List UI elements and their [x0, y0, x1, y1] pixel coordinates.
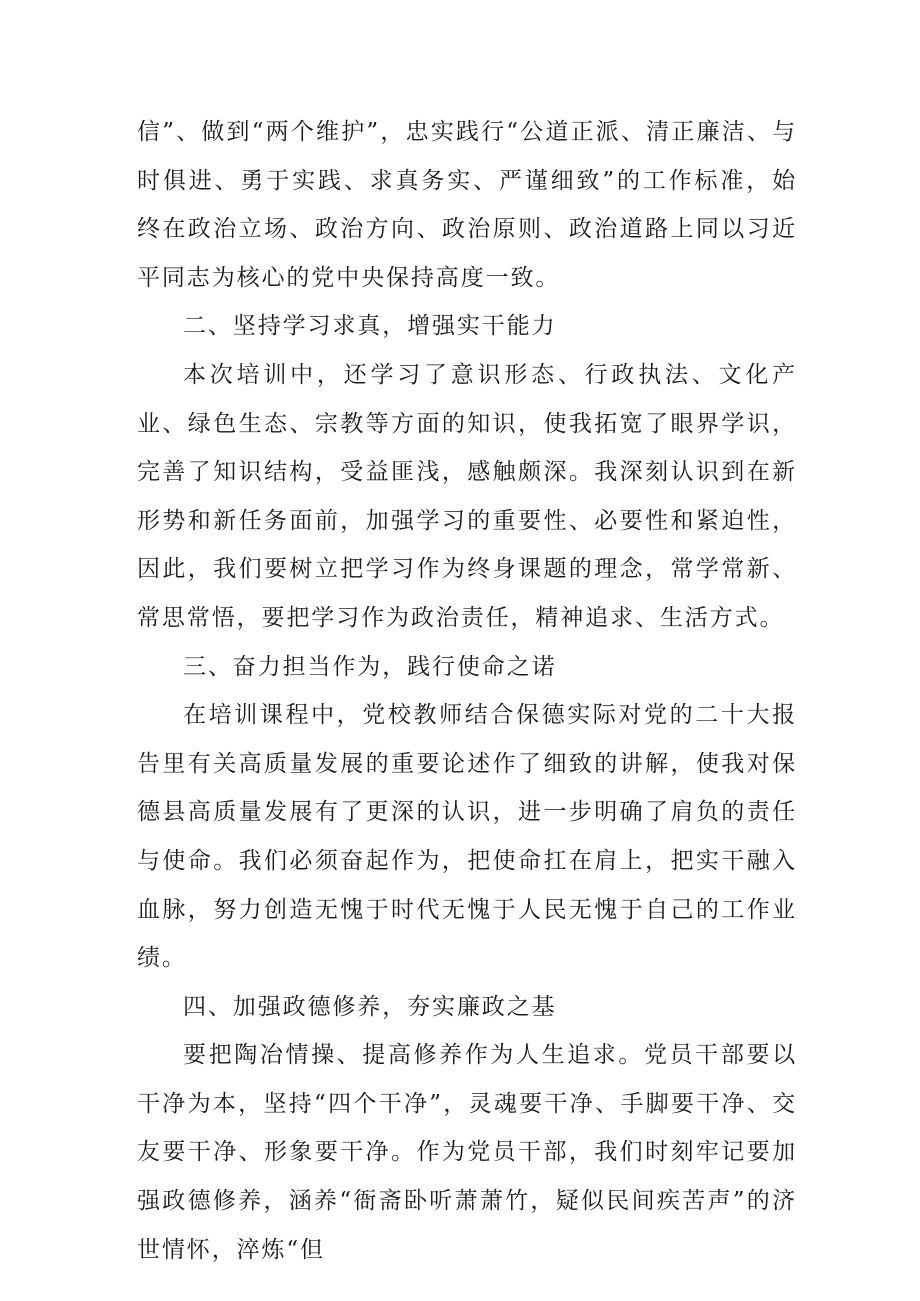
- paragraph-body-1: 信”、做到“两个维护”，忠实践行“公道正派、清正廉洁、与时俱进、勇于实践、求真务实、严谨细致”的工作标准，始终在政治立场、政治方向、政治原则、政治道路上同以习近平同志为核心的党中央保持高度一致。: [137, 119, 797, 291]
- paragraph-body-3: 在培训课程中，党校教师结合保德实际对党的二十大报告里有关高质量发展的重要论述作了细致的讲解，使我对保德县高质量发展有了更深的认识，进一步明确了肩负的责任与使命。我们必须奋起作为，把使命扛在肩上，把实干融入血脉，努力创造无愧于时代无愧于人民无愧于自己的工作业绩。: [137, 702, 797, 972]
- section-heading-4: 四、加强政德修养，夯实廉政之基: [183, 993, 557, 1020]
- section-heading-2: 二、坚持学习求真，增强实干能力: [183, 313, 557, 340]
- section-heading-3: 三、奋力担当作为，践行使命之诺: [183, 653, 557, 680]
- paragraph-body-2: 本次培训中，还学习了意识形态、行政执法、文化产业、绿色生态、宗教等方面的知识，使我拓宽了眼界学识，完善了知识结构，受益匪浅，感触颇深。我深刻认识到在新形势和新任务面前，加强学习的重要性、必要性和紧迫性，因此，我们要树立把学习作为终身课题的理念，常学常新、常思常悟，要把学习作为政治责任，精神追求、生活方式。: [137, 361, 797, 631]
- paragraph-body-4: 要把陶冶情操、提高修养作为人生追求。党员干部要以干净为本，坚持“四个干净”，灵魂要干净、手脚要干净、交友要干净、形象要干净。作为党员干部，我们时刻牢记要加强政德修养，涵养“衙斋卧听萧萧竹，疑似民间疾苦声”的济世情怀，淬炼“但: [137, 1042, 797, 1263]
- document-page: [137, 108, 797, 1274]
